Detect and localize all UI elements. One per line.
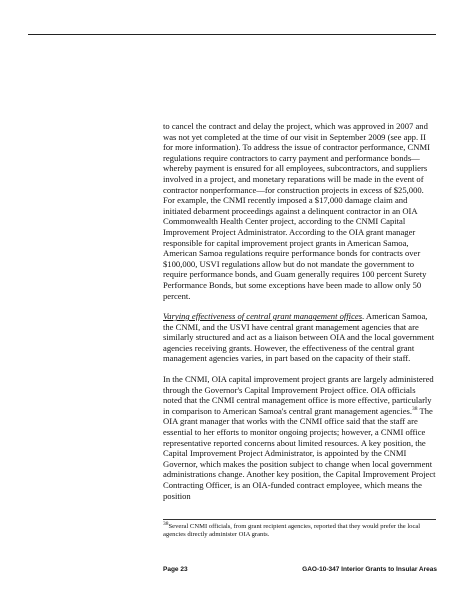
paragraph-cnmi-administration	[163, 374, 436, 501]
page-number: Page 23	[163, 566, 188, 573]
paragraph-central-grant-offices	[163, 311, 436, 364]
footnote-reference: 38	[412, 405, 418, 412]
paragraph-text-after: The OIA grant manager that works with the CNMI office said that the staff are essential to her efforts to monitor ongoing projects; however, a CNMI office representative reported concerns about limited resources. A key position, the Capital Improvement Project Administrator, is appointed by the CNMI Governor, which makes the position subject to change when local government administrations change. Another key position, the Capital Improvement Project Contracting Officer, is an OIA-funded contract employee, which means the position	[163, 405, 436, 501]
footnote	[163, 520, 438, 540]
report-title: GAO-10-347 Interior Grants to Insular Areas	[302, 566, 437, 573]
paragraph-heading: Varying effectiveness of central grant management offices	[163, 311, 363, 322]
paragraph-text: . American Samoa, the CNMI, and the USVI have central grant management agencies that are similarly structured and act as a liaison between OIA and the local government agencies receiving grants. However, the effectiveness of the central grant management agencies varies, in part based on the capacity of their staff.	[163, 311, 435, 364]
paragraph-text-before: In the CNMI, OIA capital improvement project grants are largely administered through the Governor's Capital Improvement Project office. OIA officials noted that the CNMI central management office is more effective, particularly in comparison to American Samoa's central grant management agencies.	[163, 374, 434, 416]
footnote-text: Several CNMI officials, from grant recipient agencies, reported that they would prefer the local agencies directly administer OIA grants.	[163, 523, 421, 539]
header-rule	[28, 34, 436, 35]
paragraph-contractor-performance: to cancel the contract and delay the project, which was approved in 2007 and was not yet completed at the time of our visit in September 2009 (see app. II for more information). To address the issue of contractor performance, CNMI regulations require contractors to carry payment and performance bonds—whereby payment is ensured for all employees, subcontractors, and suppliers involved in a project, and monetary reparations will be made in the event of contractor nonperformance—for construction projects in excess of $25,000. For example, the CNMI recently imposed a $17,000 damage claim and initiated debarment proceedings against a delinquent contractor in an OIA Commonwealth Health Center project, according to the CNMI Capital Improvement Project Administrator. According to the OIA grant manager responsible for capital improvement project grants in American Samoa, American Samoa regulations require performance bonds for contracts over $100,000, USVI regulations allow but do not mandate the government to require performance bonds, and Guam generally requires 100 percent Surety Performance Bonds, but some exceptions have been made to allow only 50 percent.	[163, 121, 430, 301]
footnote-rule	[163, 519, 436, 520]
body-text	[163, 121, 436, 511]
footnote-number: 38	[163, 520, 169, 527]
